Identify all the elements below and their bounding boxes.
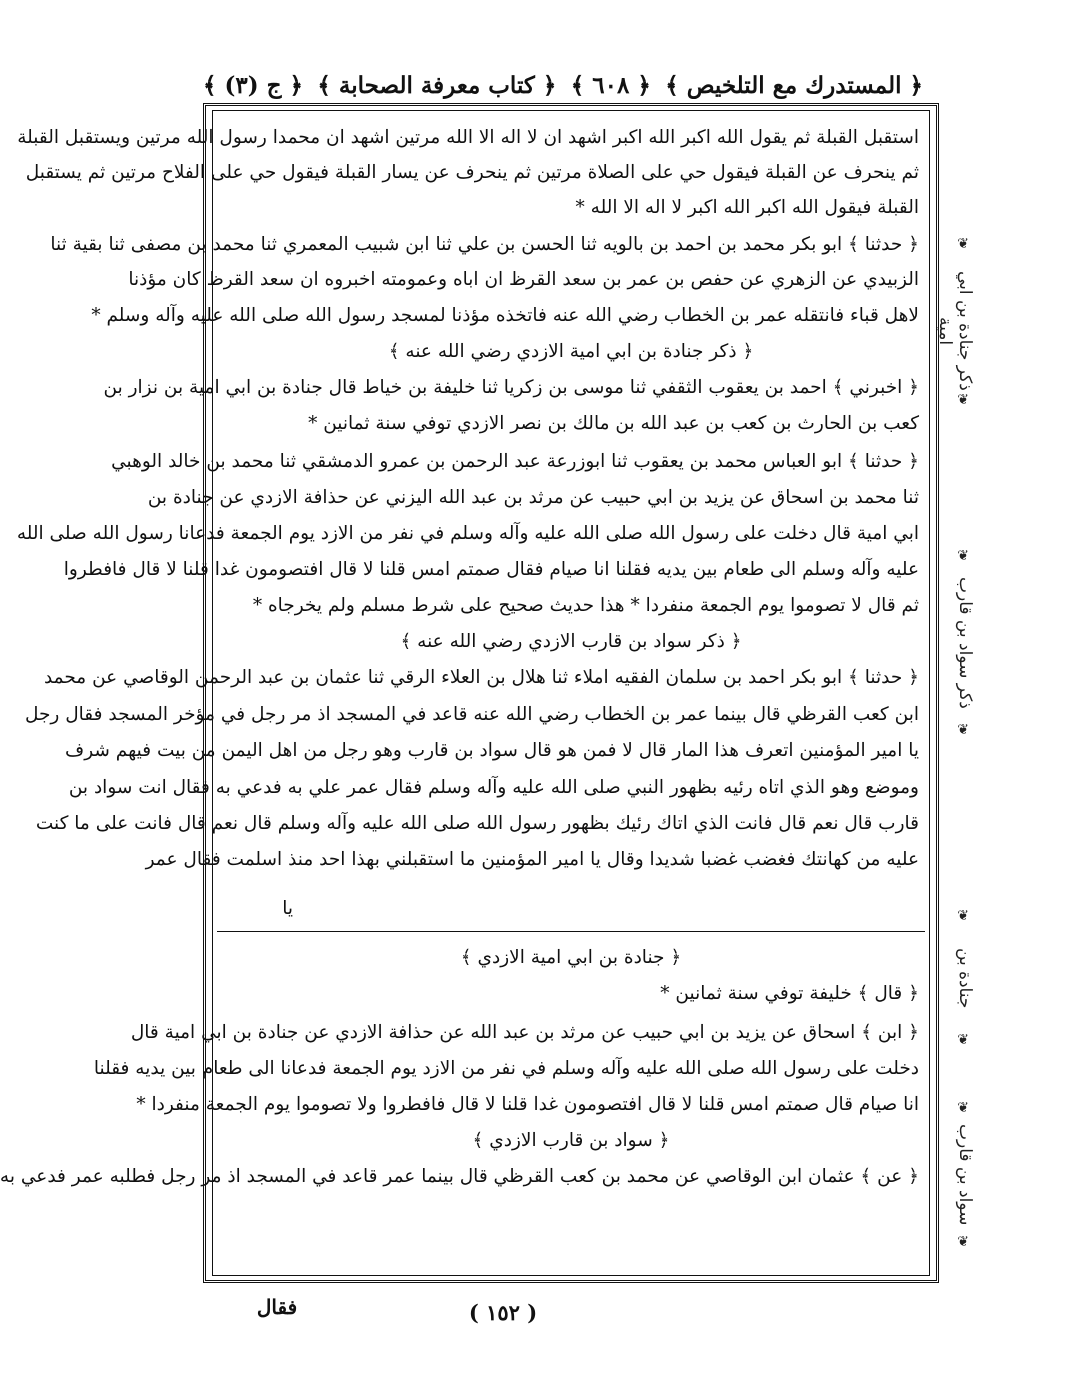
page-number-bottom: ( ١٥٢ ) (468, 1300, 538, 1325)
text-line: الزبيدي عن الزهري عن حفص بن عمر بن سعد القرظ ان اباه وعمومته اخبروه ان سعد القرظ كان مؤذنا (128, 269, 919, 290)
text-line: القبلة فيقول الله اكبر الله اكبر لا اله الا الله * (575, 197, 919, 218)
text-line: ابي امية قال دخلت على رسول الله صلى الله عليه وآله وسلم في نفر من الازد يوم الجمعة فدعانا رسول الله صلى الله (16, 523, 919, 544)
page-number-top: ﴿ ٦٠٨ ﴾ (570, 71, 651, 99)
text-line: قارب قال نعم قال فانت الذي اتاك رئيك بظهور رسول الله صلى الله عليه وآله وسلم قال نعم قال فانت على ما كنت (35, 813, 919, 834)
summary-heading: ﴿ جنادة بن ابي امية الازدي ﴾ (460, 947, 682, 968)
summary-line: ﴿ عن ﴾ عثمان ابن الوقاصي عن محمد بن كعب القرظي قال بينما عمر قاعد في المسجد اذ مر رجل فطلبه عمر فدعي به (0, 1166, 919, 1187)
summary-heading: ﴿ سواد بن قارب الازدي ﴾ (472, 1130, 670, 1151)
summary-line: دخلت على رسول الله صلى الله عليه وآله وسلم في نفر من الازد يوم الجمعة فدعانا الى طعام بين يديه فقلنا (93, 1058, 919, 1079)
ornament-icon: ❦ (957, 1100, 969, 1116)
text-block (0, 110, 930, 1276)
ornament-icon: ❦ (957, 1032, 969, 1048)
text-line: ثم ينحرف عن القبلة فيقول حي على الصلاة مرتين ثم ينحرف عن يسار القبلة فيقول حي على الفلاح مرتين ثم يستقبل (25, 162, 919, 183)
divider-rule (217, 931, 925, 932)
text-frame (0, 103, 939, 1283)
volume-label: ﴿ ج (٣) ﴾ (203, 71, 303, 99)
margin-note: جنادة بن (955, 947, 975, 1009)
margin-note: سواد بن قارب (955, 1124, 975, 1226)
text-line: ﴿ اخبرني ﴾ احمد بن يعقوب الثقفي ثنا موسى بن زكريا ثنا خليفة بن خياط قال جنادة بن ابي امية بن نزار بن (103, 377, 919, 398)
text-line: يا امير المؤمنين اتعرف هذا المار قال لا فمن هو قال سواد بن قارب وهو رجل من اهل اليمن من بيت فيهم شرف (65, 740, 919, 761)
ornament-icon: ❦ (957, 908, 969, 924)
text-line: ﴿ حدثنا ﴾ ابو بكر محمد بن احمد بن بالويه ثنا الحسن بن علي ثنا ابن شبيب المعمري ثنا محمد بن مصفى ثنا بقية ثنا (50, 234, 919, 255)
ornament-icon: ❦ (957, 1234, 969, 1250)
margin-note: ذكر جنادة بن ابي امية (935, 271, 975, 391)
page-header (203, 64, 923, 106)
ornament-icon: ❦ (957, 722, 969, 738)
text-line: عليه وآله وسلم الى طعام بين يديه فقلنا انا صيام فقال صمتم امس قلنا لا قال افتصومون غدا قلنا لا قال فافطروا (63, 559, 919, 580)
summary-line: انا صيام قال صمتم امس قلنا لا قال افتصومون غدا قلنا لا قال فافطروا ولا تصوموا يوم الجمعة منفردا * (136, 1094, 919, 1115)
text-line: ثنا محمد بن اسحاق عن يزيد بن ابي حبيب عن مرثد بن عبد الله اليزني عن حذافة الازدي عن جنادة بن (147, 487, 919, 508)
section-title: ﴿ كتاب معرفة الصحابة ﴾ (317, 71, 557, 99)
text-line: ثم قال لا تصوموا يوم الجمعة منفردا * هذا حديث صحيح على شرط مسلم ولم يخرجاه * (252, 595, 919, 616)
ornament-icon: ❦ (957, 392, 969, 408)
margin-note: ذكر سواد بن قارب (955, 577, 975, 709)
ornament-icon: ❦ (957, 236, 969, 252)
section-heading: ﴿ ذكر جنادة بن ابي امية الازدي رضي الله عنه ﴾ (388, 341, 754, 362)
text-line: ابن كعب القرظي قال بينما عمر بن الخطاب رضي الله عنه قاعد في المسجد اذ مر رجل في مؤخر المسجد فقال رجل (24, 704, 919, 725)
catchword: فقال (256, 1295, 298, 1319)
text-line: ﴿ حدثنا ﴾ ابو العباس محمد بن يعقوب ثنا ابوزرعة عبد الرحمن بن عمرو الدمشقي ثنا محمد بن خالد الوهبي (111, 451, 919, 472)
catchword-main: يا (282, 898, 293, 919)
text-line: وموضع وهو الذي اتاه رئيه بظهور النبي صلى الله عليه وآله وسلم فقال عمر علي به فدعي به فقال انت سواد بن (68, 777, 919, 798)
book-title: ﴿ المستدرك مع التلخيص ﴾ (665, 71, 923, 99)
text-line: كعب بن الحارث بن كعب بن عبد الله بن مالك بن نصر الازدي توفي سنة ثمانين * (308, 413, 919, 434)
summary-line: ﴿ قال ﴾ خليفة توفي سنة ثمانين * (660, 983, 919, 1004)
summary-line: ﴿ ابن ﴾ اسحاق عن يزيد بن ابي حبيب عن مرثد بن عبد الله عن حذافة الازدي عن جنادة بن ابي امية قال (130, 1022, 919, 1043)
text-line: لاهل قباء فانتقله عمر بن الخطاب رضي الله عنه فاتخذه مؤذنا لمسجد رسول الله صلى الله عليه وآله وسلم * (91, 305, 919, 326)
text-line: استقبل القبلة ثم يقول الله اكبر الله اكبر اشهد ان لا اله الا الله مرتين اشهد ان محمدا رسول الله مرتين ويستقبل القبلة (17, 127, 919, 148)
ornament-icon: ❦ (957, 548, 969, 564)
section-heading: ﴿ ذكر سواد بن قارب الازدي رضي الله عنه ﴾ (400, 631, 742, 652)
text-line: ﴿ حدثنا ﴾ ابو بكر احمد بن سلمان الفقيه املاء ثنا هلال بن العلاء الرقي ثنا عثمان بن عبد الرحمن الوقاصي عن محمد (43, 667, 919, 688)
text-line: عليه من كهانتك فغضب غضبا شديدا وقال يا امير المؤمنين ما استقبلني بهذا احد منذ اسلمت فقال عمر (145, 849, 919, 870)
